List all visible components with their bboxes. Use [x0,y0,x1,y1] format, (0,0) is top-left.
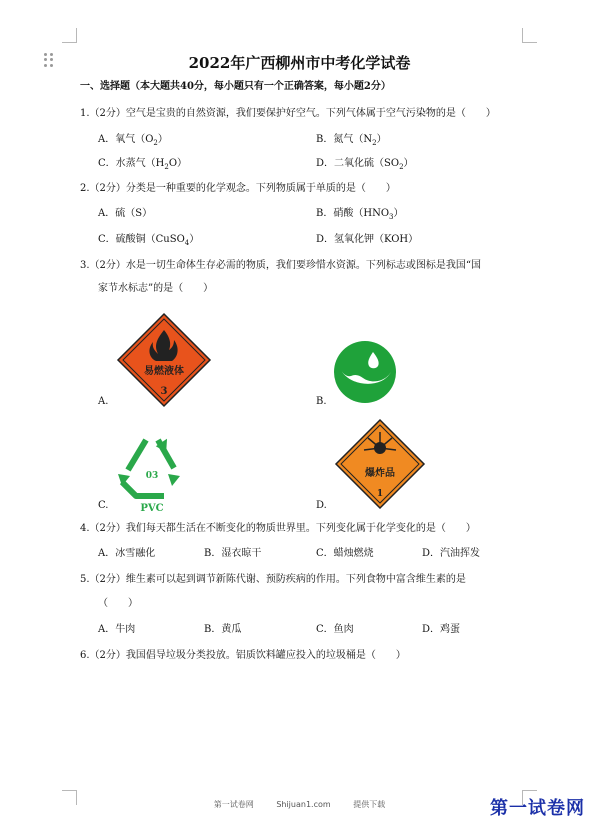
question-3-stem-line-2: 家节水标志”的是（ ） [98,283,214,294]
question-5-option-a: A．牛肉 [98,624,136,635]
footer-right-text: 提供下载 [353,800,386,809]
question-4-option-b: B．湿衣晾干 [204,548,262,559]
question-6-stem: 6.（2分）我国倡导垃圾分类投放。铝质饮料罐应投入的垃圾桶是（ ） [80,650,406,661]
footer-left-text: 第一试卷网 [213,800,254,809]
footer-site-link[interactable]: Shijuan1.com [276,800,331,809]
water-saving-sign-icon [333,340,397,404]
brand-logo: 第一试卷网 [490,798,585,819]
question-3-option-b-label: B. [316,396,327,407]
question-5-option-c: C．鱼肉 [316,624,354,635]
question-2-option-b: B．硝酸$(HNO_3)$ [316,208,404,221]
recycle-pvc-sign-icon [114,432,190,514]
question-4-option-c: C．蜡烛燃烧 [316,548,374,559]
question-1-option-a: A．氧气$(O_2)$ [98,134,168,147]
question-5-option-b: B．黄瓜 [204,624,242,635]
question-4-option-a: A．冰雪融化 [98,548,156,559]
question-1-option-b: B．氮气$(N_2)$ [316,134,387,147]
question-3-option-c-label: C. [98,500,109,511]
question-2-option-d: D．氢氧化钾（KOH） [316,234,419,245]
sign-d-number: 1 [376,489,384,499]
sign-c-number: 03 [145,471,159,481]
explosive-sign-icon [334,418,426,510]
sign-a-label: 易燃液体 [144,366,184,377]
crop-mark-top-right [522,28,537,43]
question-3-option-a-label: A. [98,396,109,407]
section-heading: 一、选择题（本大题共40分，每小题只有一个正确答案，每小题2分） [80,81,391,92]
page-title: 2022年广西柳州市中考化学试卷 [188,54,411,72]
question-4-stem: 4.（2分）我们每天都生活在不断变化的物质世界里。下列变化属于化学变化的是（ ） [80,523,476,534]
sign-d-label: 爆炸品 [365,468,395,479]
question-5-option-d: D．鸡蛋 [422,624,461,635]
question-4-option-d: D．汽油挥发 [422,548,481,559]
question-3-stem-line-1: 3.（2分）水是一切生命体生存必需的物质，我们要珍惜水资源。下列标志或图标是我国“国 [80,260,482,271]
question-2-option-c: C．硫酸铜（CuSO$_4$） [98,234,200,247]
flammable-liquid-sign-icon [116,312,212,408]
sign-c-label: PVC [140,503,164,514]
question-1-option-c: C．水蒸气$(H_2O)$ [98,158,188,171]
question-5-stem-line-2: （ ） [98,598,138,609]
question-1-option-d: D．二氧化硫$(SO_2)$ [316,158,414,171]
question-2-stem: 2.（2分）分类是一种重要的化学观念。下列物质属于单质的是（ ） [80,183,396,194]
sign-a-number: 3 [160,386,168,397]
question-1-stem: 1.（2分）空气是宝贵的自然资源，我们要保护好空气。下列气体属于空气污染物的是（ ） [80,108,496,119]
question-2-option-a: A．硫（S） [98,208,153,219]
question-3-option-d-label: D. [316,500,327,511]
crop-mark-top-left [62,28,77,43]
question-5-stem-line-1: 5.（2分）维生素可以起到调节新陈代谢、预防疾病的作用。下列食物中富含维生素的是 [80,574,466,585]
